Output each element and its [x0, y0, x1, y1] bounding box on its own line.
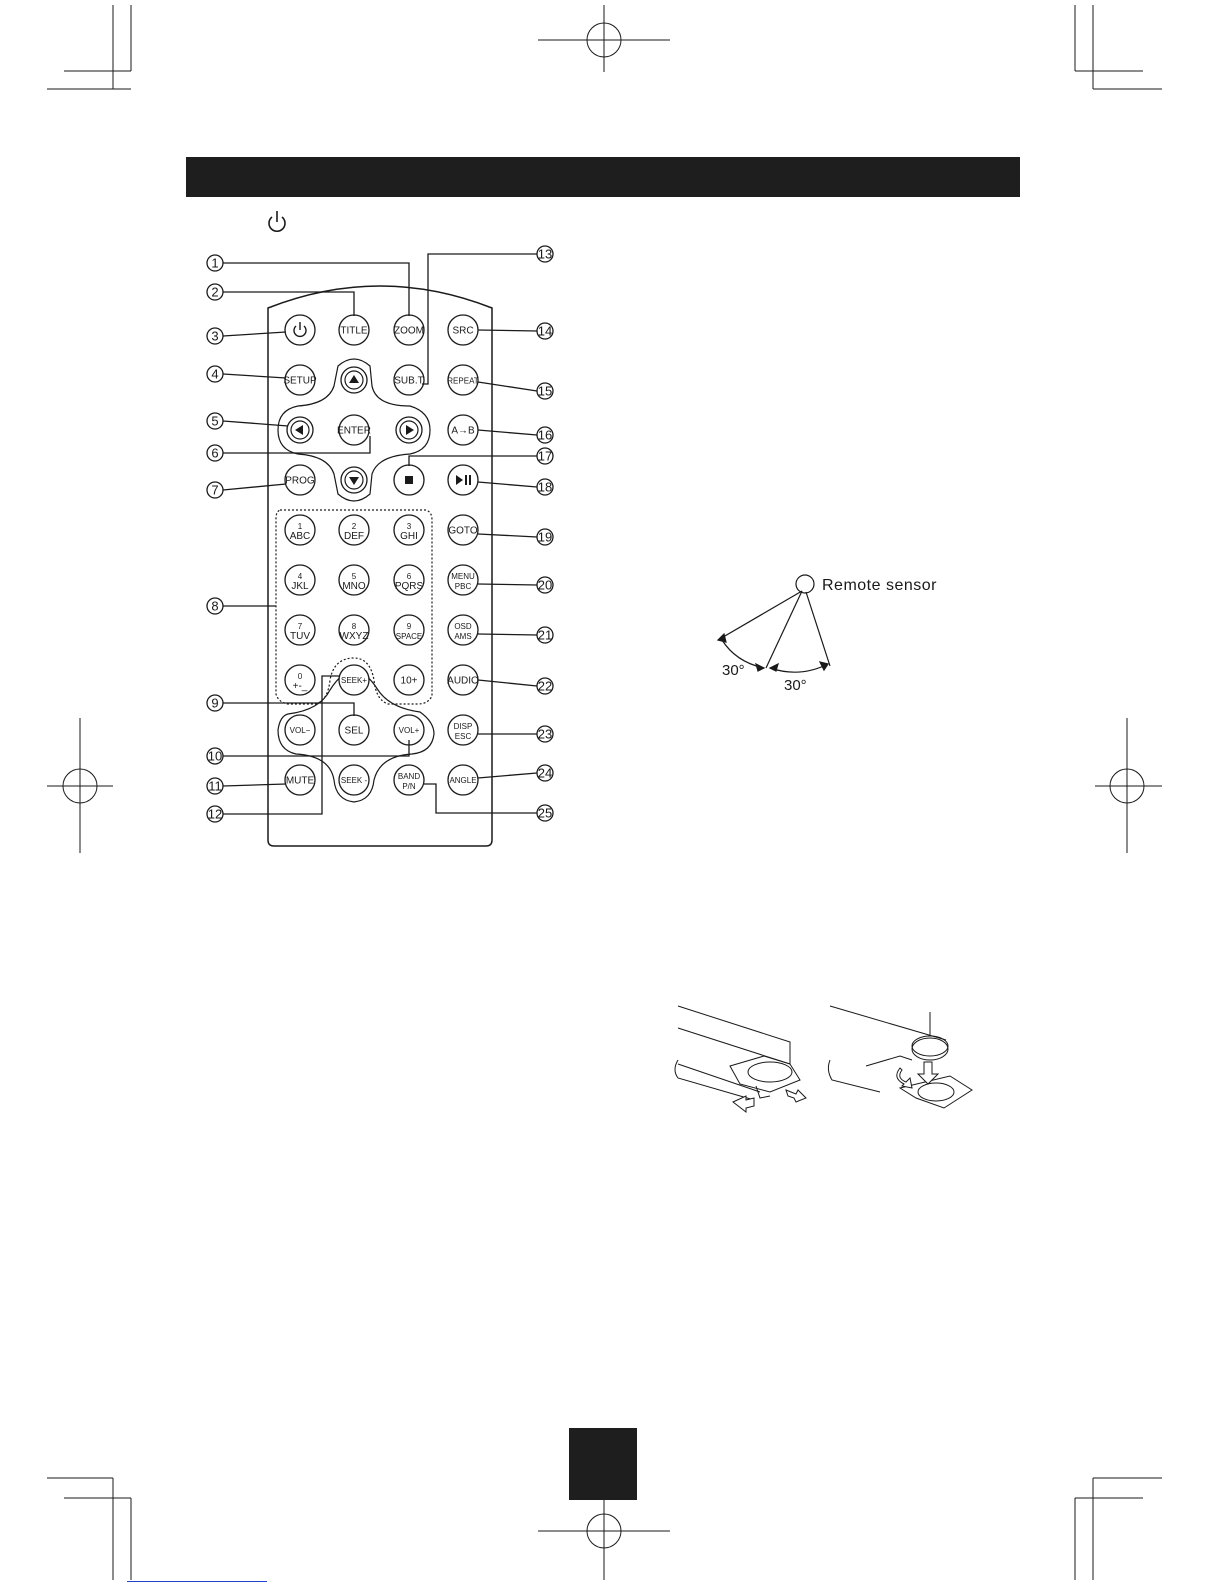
disp-esc-label-bottom: ESC: [454, 732, 472, 741]
callout-number: 6: [211, 445, 219, 461]
number-key-3[interactable]: [394, 515, 424, 545]
callout-number: 21: [537, 627, 553, 643]
angle-button[interactable]: [448, 765, 478, 795]
callout-number: 2: [211, 284, 219, 300]
callout-number: 16: [537, 427, 553, 443]
bottom-rule: [127, 1581, 267, 1583]
up-arrow-button[interactable]: [341, 367, 367, 393]
osd-ams-button[interactable]: [448, 615, 478, 645]
number-key-letters: ABC: [289, 531, 311, 542]
seek-plus-label: SEEK+: [340, 676, 368, 685]
number-key-letters: +-_: [292, 681, 308, 692]
callout-number: 14: [537, 323, 553, 339]
vol-minus-button[interactable]: [285, 715, 315, 745]
vol-plus-label: VOL+: [398, 726, 420, 735]
src-button[interactable]: [448, 315, 478, 345]
ab-button[interactable]: [448, 415, 478, 445]
power-button[interactable]: [285, 315, 315, 345]
number-key-digit: 7: [297, 622, 303, 631]
mute-button[interactable]: [285, 765, 315, 795]
remote-sensor-label: Remote sensor: [822, 577, 937, 594]
callout-number: 18: [537, 479, 553, 495]
band-pn-label-top: BAND: [397, 772, 421, 781]
number-key-6[interactable]: [394, 565, 424, 595]
number-key-digit: 2: [351, 522, 357, 531]
osd-ams-label-bottom: AMS: [454, 632, 472, 641]
ab-label: A→B: [451, 425, 475, 437]
callout-number: 3: [211, 328, 219, 344]
callout-number: 8: [211, 598, 219, 614]
number-key-letters: GHI: [400, 531, 418, 542]
menu-pbc-label-top: MENU: [451, 572, 475, 581]
number-key-5[interactable]: [339, 565, 369, 595]
callout-number: 25: [537, 805, 553, 821]
menu-pbc-button[interactable]: [448, 565, 478, 595]
number-key-letters: PQRS: [394, 581, 424, 592]
zoom-button[interactable]: [394, 315, 424, 345]
page-number-box: [569, 1428, 637, 1500]
zoom-label: ZOOM: [394, 325, 424, 337]
stop-button[interactable]: [394, 465, 424, 495]
number-key-digit: 5: [351, 572, 357, 581]
number-key-letters: MNO: [342, 581, 366, 592]
callout-number: 4: [211, 366, 219, 382]
goto-label: GOTO: [448, 525, 478, 537]
menu-pbc-label-bottom: PBC: [454, 582, 472, 591]
play-pause-button[interactable]: [448, 465, 478, 495]
goto-button[interactable]: [448, 515, 478, 545]
number-key-0[interactable]: [285, 665, 315, 695]
sel-button[interactable]: [339, 715, 369, 745]
down-arrow-button[interactable]: [341, 467, 367, 493]
number-key-9[interactable]: [394, 615, 424, 645]
number-key-letters: SPACE: [395, 632, 423, 641]
registration-mark-right: [1095, 718, 1162, 853]
seek-minus-button[interactable]: [339, 765, 369, 795]
number-key-digit: 9: [406, 622, 412, 631]
left-arrow-button[interactable]: [287, 417, 313, 443]
ten-plus-button[interactable]: [394, 665, 424, 695]
callout-number: 10: [207, 748, 223, 764]
callout-8: [207, 598, 276, 614]
registration-mark-top: [538, 5, 670, 72]
callout-number: 12: [207, 806, 223, 822]
callout-number: 19: [537, 529, 553, 545]
number-key-4[interactable]: [285, 565, 315, 595]
ten-plus-label: 10+: [400, 675, 418, 687]
callout-number: 23: [537, 726, 553, 742]
battery-insert-illustration: [828, 1006, 972, 1108]
number-key-digit: 1: [297, 522, 303, 531]
number-key-8[interactable]: [339, 615, 369, 645]
sensor-circle: [796, 575, 814, 593]
callout-number: 17: [537, 448, 553, 464]
title-button[interactable]: [339, 315, 369, 345]
osd-ams-label-top: OSD: [454, 622, 472, 631]
number-key-digit: 4: [297, 572, 303, 581]
number-key-7[interactable]: [285, 615, 315, 645]
repeat-label: REPEAT: [447, 376, 479, 386]
callout-number: 1: [211, 255, 219, 271]
callout-number: 13: [537, 246, 553, 262]
number-key-letters: WXYZ: [339, 631, 369, 642]
prog-label: PROG: [285, 475, 315, 487]
repeat-button[interactable]: [447, 365, 479, 395]
vol-minus-label: VOL−: [289, 726, 311, 735]
right-arrow-button[interactable]: [396, 417, 422, 443]
number-key-digit: 8: [351, 622, 357, 631]
band-pn-label-bottom: P/N: [402, 782, 416, 791]
angle-label-right: 30°: [784, 677, 807, 694]
callout-number: 20: [537, 577, 553, 593]
angle-label-left: 30°: [722, 662, 745, 679]
title-label: TITLE: [340, 325, 368, 337]
remote-sensor-diagram: [718, 575, 830, 672]
number-key-digit: 6: [406, 572, 412, 581]
number-key-letters: DEF: [344, 531, 364, 542]
sel-label: SEL: [344, 725, 364, 737]
power-icon: [269, 211, 285, 231]
number-key-digit: 0: [297, 672, 303, 681]
enter-label: ENTER: [337, 425, 371, 437]
audio-label: AUDIO: [447, 675, 479, 687]
number-key-1[interactable]: [285, 515, 315, 545]
audio-button[interactable]: [447, 665, 479, 695]
number-key-letters: TUV: [290, 631, 310, 642]
callout-number: 7: [211, 482, 219, 498]
callout-number: 15: [537, 383, 553, 399]
callout-number: 11: [208, 778, 222, 794]
setup-label: SETUP: [283, 375, 317, 387]
band-pn-button[interactable]: [394, 765, 424, 795]
disp-esc-label-top: DISP: [453, 722, 473, 731]
subt-label: SUB.T: [394, 375, 424, 387]
number-key-digit: 3: [406, 522, 412, 531]
seek-minus-label: SEEK -: [340, 776, 368, 785]
number-key-letters: JKL: [291, 581, 309, 592]
subt-button[interactable]: [394, 365, 424, 395]
src-label: SRC: [452, 325, 474, 337]
seek-plus-button[interactable]: [339, 665, 369, 695]
registration-mark-left: [47, 718, 113, 853]
prog-button[interactable]: [285, 465, 315, 495]
number-key-2[interactable]: [339, 515, 369, 545]
registration-mark-bottom: [538, 1500, 670, 1580]
mute-label: MUTE: [285, 775, 315, 787]
callout-number: 5: [211, 413, 219, 429]
stop-icon: [405, 476, 413, 484]
callout-number: 24: [537, 765, 553, 781]
callout-number: 9: [211, 695, 219, 711]
disp-esc-button[interactable]: [448, 715, 478, 745]
battery-removal-illustration: [675, 1006, 806, 1112]
angle-label: ANGLE: [449, 776, 477, 785]
callout-number: 22: [537, 678, 553, 694]
